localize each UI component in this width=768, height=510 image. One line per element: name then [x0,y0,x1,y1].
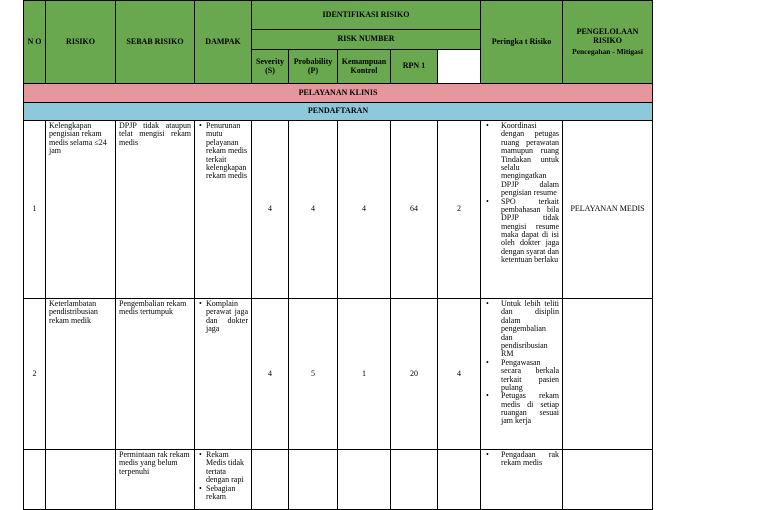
col-header-identifikasi: IDENTIFIKASI RISIKO [252,1,481,30]
header-row-1 [24,1,653,30]
row-pic [563,450,653,510]
row-dampak [195,299,252,450]
col-header-dampak: DAMPAK [195,1,252,84]
row-peringkat: 2 [438,121,481,299]
table-row [24,299,653,450]
dampak-item: • Penurunan mutu pelayanan rekam medis terkait kelengkapan rekam medis [206,122,248,181]
table-row [24,450,653,510]
section-klinis: PELAYANAN KLINIS [24,84,653,103]
row-mitigasi [481,121,563,299]
row-pic: PELAYANAN MEDIS [563,121,653,299]
row-kontrol: 1 [338,299,391,450]
risk-register-table [23,0,653,510]
col-header-sebab: SEBAB RISIKO [116,1,195,84]
row-severity: 4 [252,299,289,450]
col-header-no: N O [24,1,46,84]
row-probability: 4 [289,121,338,299]
section-row-klinis [24,84,653,103]
section-row-pendaftaran [24,103,653,121]
col-header-risk-number: RISK NUMBER [252,30,481,50]
row-rpn [391,450,438,510]
row-no [24,450,46,510]
row-kontrol: 4 [338,121,391,299]
mitigasi-item: • Untuk lebih teliti dan disiplin dalam pengembalian dan pendisribusian RM [501,300,559,359]
pengelolaan-title: PENGELOLAAN RISIKO [576,27,639,45]
row-rpn: 20 [391,299,438,450]
row-peringkat [438,450,481,510]
dampak-item: • Komplain perawat jaga dan dokter jaga [206,300,248,334]
mitigasi-item: • SPO terkait pembahasan bila DPJP tidak mengisi resume maka dapat di isi oleh dokter jaga dengan syarat dan ketentuan berlaku [501,198,559,265]
dampak-item: • Sebagian rekam [206,485,248,502]
col-header-kemampuan: Kemampuan Kontrol [338,50,391,84]
row-dampak [195,121,252,299]
row-severity [252,450,289,510]
row-probability [289,450,338,510]
col-header-rpn: RPN 1 [391,50,438,84]
row-kontrol [338,450,391,510]
row-no: 1 [24,121,46,299]
row-severity: 4 [252,121,289,299]
row-no: 2 [24,299,46,450]
row-risiko: Keterlambatan pendistribusian rekam medik [46,299,116,450]
pencegahan-subtitle: Pencegahan - Mitigasi [572,46,643,56]
row-sebab: DPJP tidak ataupun telat mengisi rekam medis [116,121,195,299]
col-header-peringkat: Peringka t Risiko [481,1,563,84]
mitigasi-item: • Petugas rekam medis di setiap ruangan sesuai jam kerja [501,392,559,426]
row-mitigasi [481,299,563,450]
col-header-risiko: RISIKO [46,1,116,84]
col-header-pengelolaan [563,1,653,84]
row-rpn: 64 [391,121,438,299]
mitigasi-item: • Pengadaan rak rekam medis [501,451,559,468]
row-risiko: Kelengkapan pengisian rekam medis selama ≤24 jam [46,121,116,299]
row-sebab: Pengembalian rekam medis tertumpuk [116,299,195,450]
col-header-severity: Severity (S) [252,50,289,84]
row-risiko [46,450,116,510]
col-header-probability: Probability (P) [289,50,338,84]
row-mitigasi [481,450,563,510]
row-pic [563,299,653,450]
row-peringkat: 4 [438,299,481,450]
mitigasi-item: • Koordinasi dengan petugas ruang perawatan mamupun ruang Tindakan untuk selalu mengingatkan DPJP dalam pengisian resume [501,122,559,198]
mitigasi-item: • Pengawasan secara berkala terkait pasien pulang [501,359,559,393]
section-pendaftaran: PENDAFTARAN [24,103,653,121]
dampak-item: • Rekam Medis tidak tertata dengan rapi [206,451,248,485]
row-dampak [195,450,252,510]
table-row [24,121,653,299]
row-sebab: Permintaan rak rekam medis yang belum terpenuhi [116,450,195,510]
row-probability: 5 [289,299,338,450]
